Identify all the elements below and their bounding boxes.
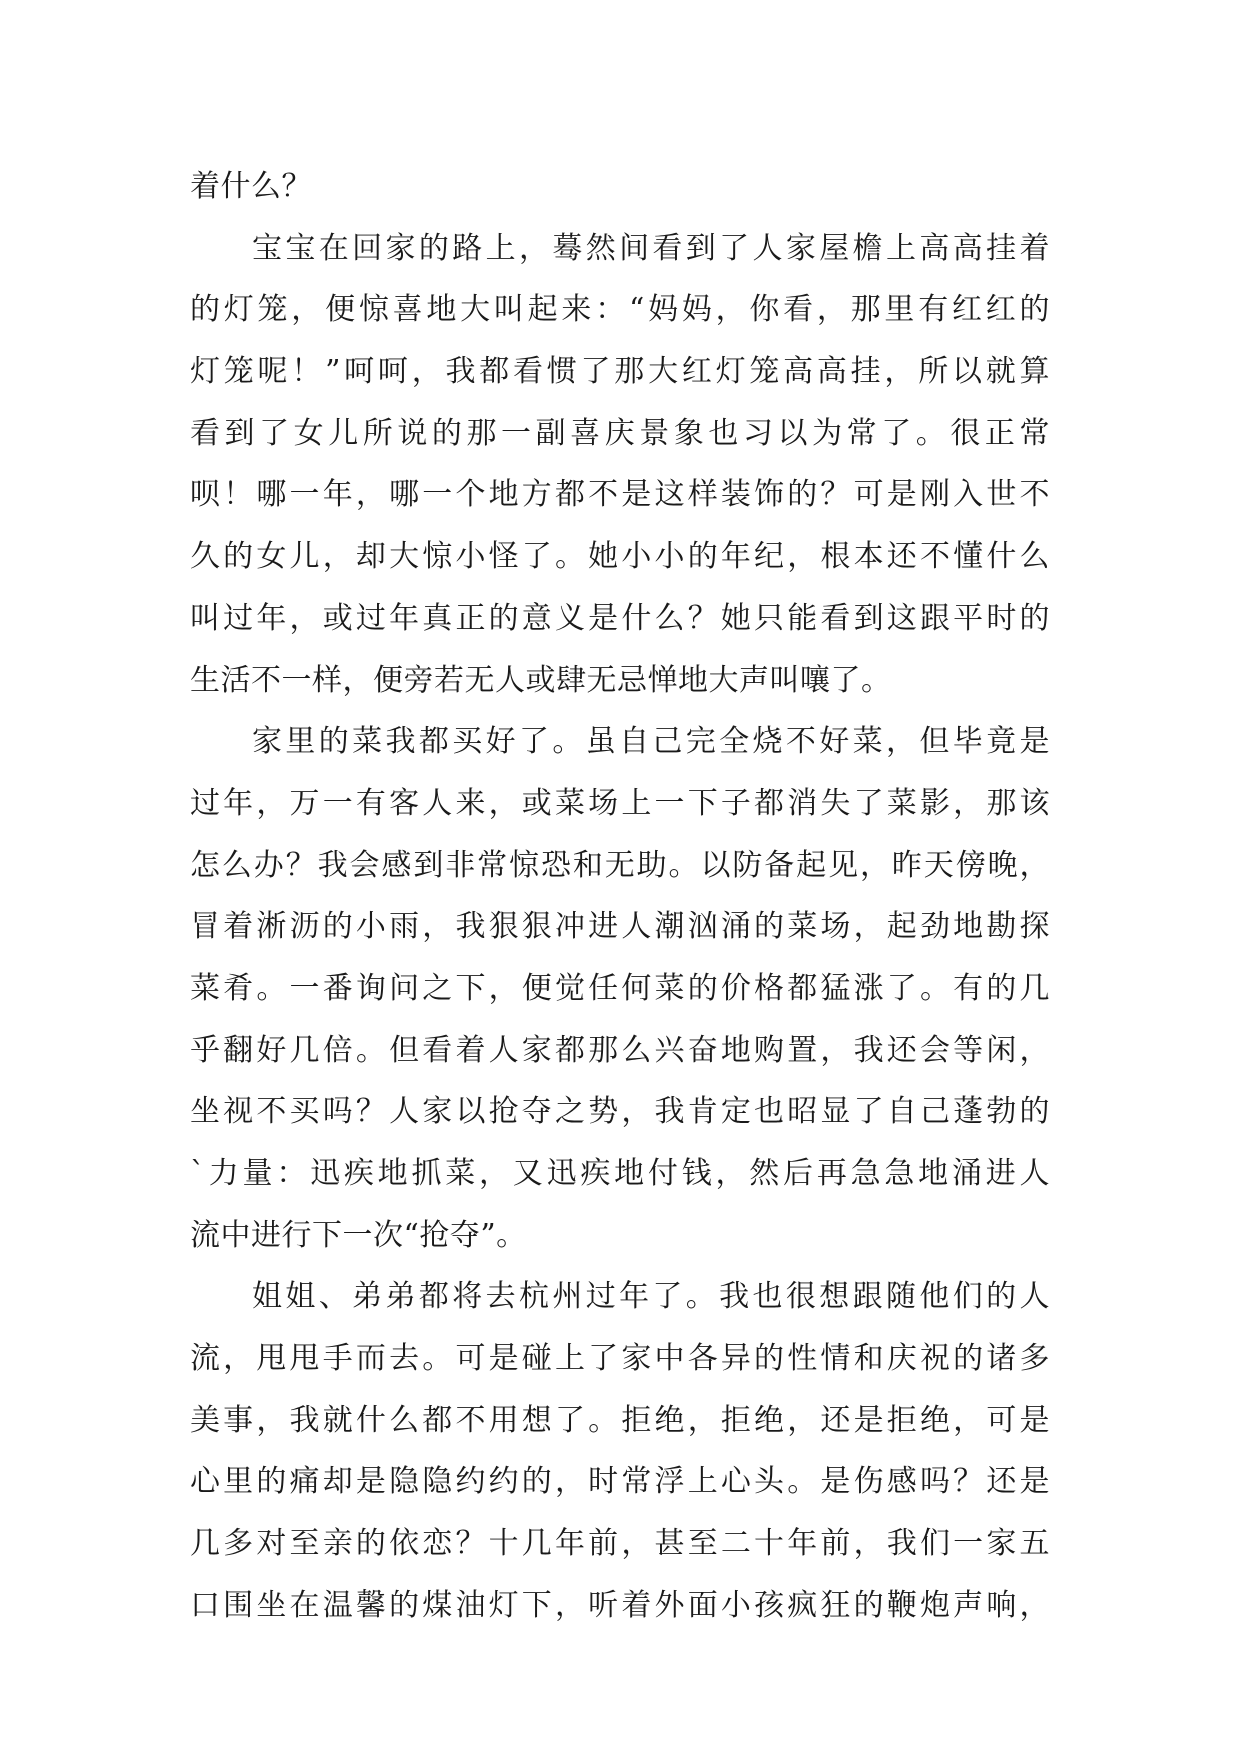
text-line: 呗！哪一年，哪一个地方都不是这样装饰的？可是刚入世不: [190, 477, 1050, 513]
text-line: 姐姐、弟弟都将去杭州过年了。我也很想跟随他们的人: [252, 1279, 1050, 1315]
text-line: 着什么？: [190, 169, 312, 204]
text-line: 流中进行下一次“抢夺”。: [190, 1217, 527, 1253]
text-line: 宝宝在回家的路上，蓦然间看到了人家屋檐上高高挂着: [252, 230, 1050, 266]
body-text: [190, 156, 1050, 1637]
text-line: 久的女儿，却大惊小怪了。她小小的年纪，根本还不懂什么: [190, 539, 1050, 575]
text-line: 看到了女儿所说的那一副喜庆景象也习以为常了。很正常: [190, 415, 1050, 451]
text-line: 过年，万一有客人来，或菜场上一下子都消失了菜影，那该: [190, 785, 1050, 821]
text-line: 的灯笼，便惊喜地大叫起来：“妈妈，你看，那里有红红的: [190, 292, 1050, 328]
text-line: 菜肴。一番询问之下，便觉任何菜的价格都猛涨了。有的几: [190, 970, 1050, 1006]
text-line: 心里的痛却是隐隐约约的，时常浮上心头。是伤感吗？还是: [190, 1464, 1050, 1500]
text-line: 冒着淅沥的小雨，我狠狠冲进人潮汹涌的菜场，起劲地勘探: [190, 909, 1050, 945]
text-line: 流，甩甩手而去。可是碰上了家中各异的性情和庆祝的诸多: [190, 1341, 1050, 1377]
text-line: 生活不一样，便旁若无人或肆无忌惮地大声叫嚷了。: [190, 662, 892, 698]
text-line: 美事，我就什么都不用想了。拒绝，拒绝，还是拒绝，可是: [190, 1402, 1050, 1438]
text-line: 叫过年，或过年真正的意义是什么？她只能看到这跟平时的: [190, 600, 1050, 636]
text-line: 口围坐在温馨的煤油灯下，听着外面小孩疯狂的鞭炮声响，: [190, 1587, 1050, 1623]
text-line: `力量：迅疾地抓菜，又迅疾地付钱，然后再急急地涌进人: [190, 1156, 1050, 1191]
text-line: 怎么办？我会感到非常惊恐和无助。以防备起见，昨天傍晚，: [190, 847, 1050, 883]
text-line: 灯笼呢！”呵呵，我都看惯了那大红灯笼高高挂，所以就算: [190, 354, 1050, 390]
text-line: 乎翻好几倍。但看着人家都那么兴奋地购置，我还会等闲，: [190, 1032, 1050, 1068]
text-line: 坐视不买吗？人家以抢夺之势，我肯定也昭显了自己蓬勃的: [190, 1094, 1050, 1130]
text-line: 家里的菜我都买好了。虽自己完全烧不好菜，但毕竟是: [252, 724, 1050, 760]
text-line: 几多对至亲的依恋？十几年前，甚至二十年前，我们一家五: [190, 1526, 1050, 1562]
